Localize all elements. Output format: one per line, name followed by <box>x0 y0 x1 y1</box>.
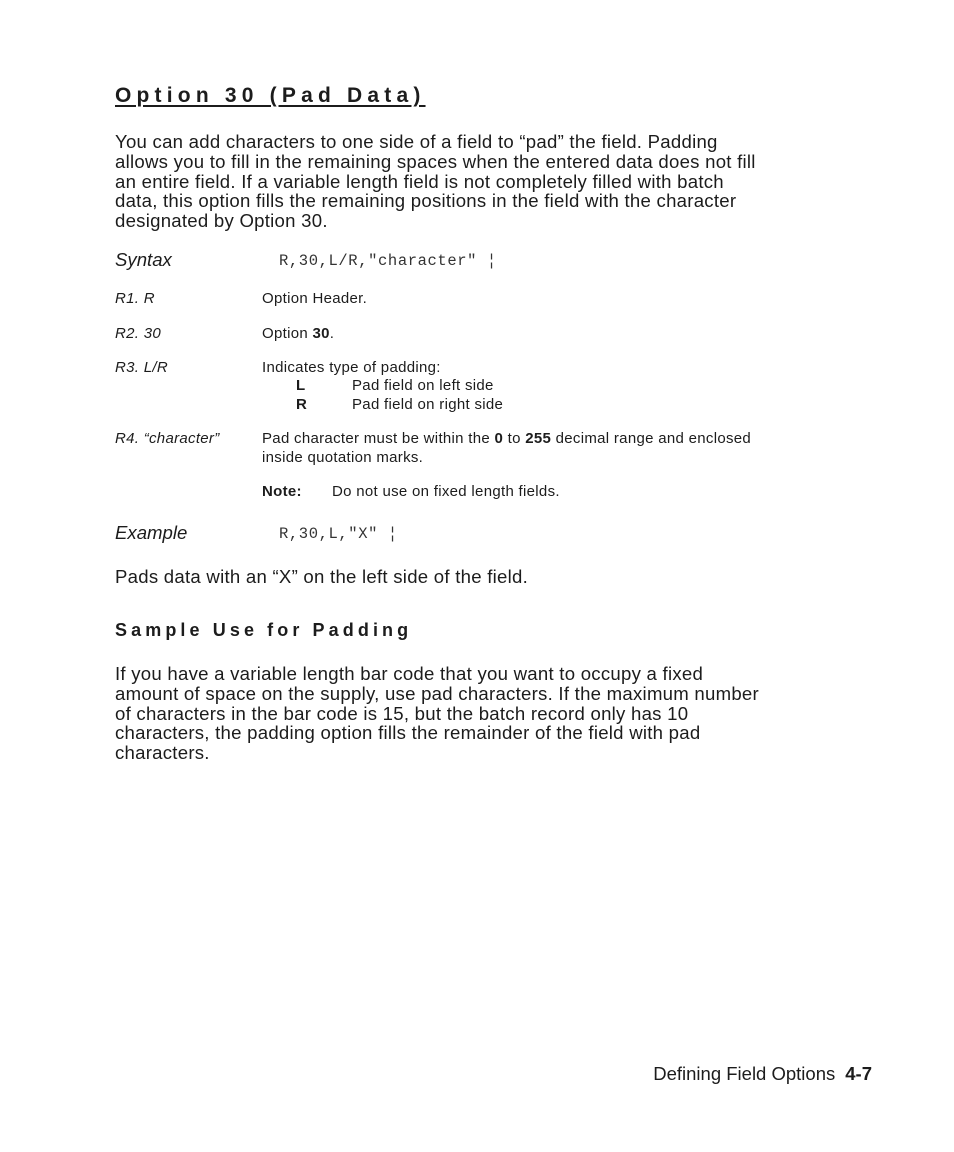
syntax-label: Syntax <box>115 249 172 270</box>
sample-line: of characters in the bar code is 15, but the batch record only has 10 <box>115 702 689 724</box>
intro-line: allows you to fill in the remaining spaces when the entered data does not fill <box>115 150 756 172</box>
param-desc-bold: 255 <box>525 430 552 447</box>
intro-line: an entire field. If a variable length field is not completely filled with batch <box>115 170 724 192</box>
param-desc-r4 <box>262 430 751 447</box>
padding-option-key: R <box>296 396 308 413</box>
param-desc-text: . <box>329 325 335 342</box>
param-label-r2: R2. 30 <box>115 325 161 342</box>
param-desc-bold: 0 <box>494 430 504 447</box>
param-desc-text: Pad character must be within the <box>262 430 495 447</box>
param-desc-r1: Option Header. <box>262 290 368 307</box>
page-footer <box>653 1063 872 1085</box>
param-desc-text: Option <box>262 325 313 342</box>
param-label-r1: R1. R <box>115 290 155 307</box>
param-desc-r4-line2: inside quotation marks. <box>262 449 424 466</box>
sample-line: If you have a variable length bar code that you want to occupy a fixed <box>115 663 704 684</box>
padding-option-key: L <box>296 377 306 394</box>
page-number: 4-7 <box>845 1063 872 1084</box>
subsection-heading: Sample Use for Padding <box>115 620 413 640</box>
syntax-code: R,30,L/R,"character" ¦ <box>279 252 497 270</box>
param-label-r4: R4. “character” <box>115 430 220 447</box>
note-label: Note: <box>262 483 302 500</box>
sample-line: characters. <box>115 742 210 764</box>
sample-line: amount of space on the supply, use pad characters. If the maximum number <box>115 682 759 704</box>
section-heading: Option 30 (Pad Data) <box>115 84 426 107</box>
note-text: Do not use on fixed length fields. <box>332 483 560 500</box>
param-label-r3: R3. L/R <box>115 359 168 376</box>
param-desc-r2 <box>262 325 334 342</box>
example-code: R,30,L,"X" ¦ <box>279 525 398 543</box>
intro-line: You can add characters to one side of a field to “pad” the field. Padding <box>115 131 718 152</box>
sample-paragraph <box>115 664 875 763</box>
sample-line: characters, the padding option fills the remainder of the field with pad <box>115 722 701 744</box>
param-desc-r3: Indicates type of padding: <box>262 359 441 376</box>
padding-option-text: Pad field on right side <box>352 396 504 413</box>
footer-section-title: Defining Field Options <box>653 1063 836 1084</box>
example-label: Example <box>115 522 188 543</box>
intro-line: data, this option fills the remaining positions in the field with the character <box>115 190 737 212</box>
param-desc-bold: 30 <box>312 325 330 342</box>
padding-option-text: Pad field on left side <box>352 377 494 394</box>
intro-paragraph <box>115 132 875 231</box>
param-desc-text: decimal range and enclosed <box>551 430 752 447</box>
intro-line: designated by Option 30. <box>115 210 328 232</box>
example-caption: Pads data with an “X” on the left side of the field. <box>115 566 529 587</box>
param-desc-text: to <box>503 430 526 447</box>
